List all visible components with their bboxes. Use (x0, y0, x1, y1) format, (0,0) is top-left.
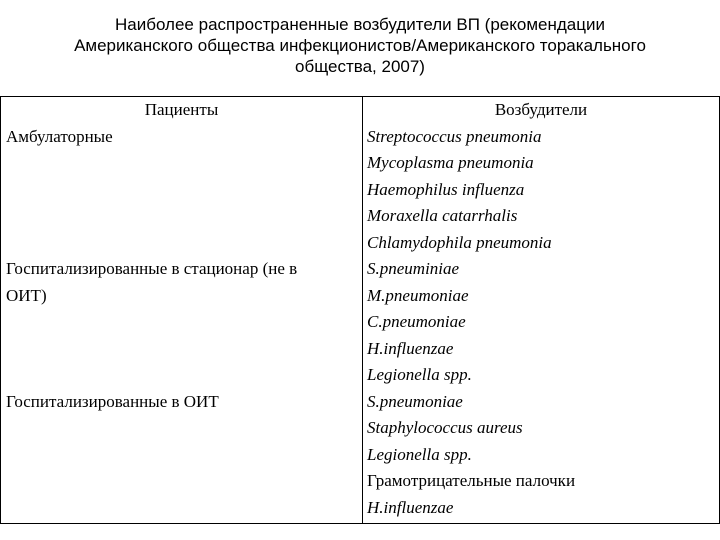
title-line-3: общества, 2007) (295, 57, 425, 76)
row-icu-label: Госпитализированные в ОИТ (6, 391, 219, 411)
header-patients: Пациенты (144, 100, 219, 119)
pathogen-item: Staphylococcus aureus (367, 418, 523, 437)
pathogen-item: S.pneuminiae (367, 259, 460, 278)
pathogen-item: H.influenzae (367, 338, 454, 358)
pathogen-item: Legionella spp. (367, 444, 472, 464)
row-outpatients-label: Амбулаторные (6, 126, 113, 146)
pathogen-item: M.pneumoniae (367, 285, 469, 305)
row-hospitalized-label-line2: ОИТ) (6, 285, 47, 305)
header-pathogens: Возбудители (494, 100, 588, 119)
row-hospitalized-label-line1: Госпитализированные в стационар (не в (6, 259, 298, 278)
pathogen-item: Moraxella catarrhalis (367, 206, 518, 225)
pathogen-item: S.pneumoniae (367, 391, 463, 411)
pathogen-item: Legionella spp. (367, 365, 472, 384)
title-line-1: Наиболее распространенные возбудители ВП (рекомендации (115, 15, 605, 34)
pathogen-item: H.influenzae (367, 497, 454, 517)
title-line-2: Американского общества инфекционистов/Американского торакального (74, 36, 646, 55)
page-title (0, 14, 720, 77)
pathogen-item: Mycoplasma pneumonia (367, 153, 534, 172)
column-divider (362, 97, 363, 523)
pathogens-table (0, 96, 720, 524)
pathogen-item: Chlamydophila pneumonia (367, 232, 552, 252)
pathogen-item: C.pneumoniae (367, 312, 466, 331)
pathogen-item: Streptococcus pneumonia (367, 126, 542, 146)
pathogen-item: Грамотрицательные палочки (367, 471, 576, 490)
pathogen-item: Haemophilus influenza (367, 179, 525, 199)
